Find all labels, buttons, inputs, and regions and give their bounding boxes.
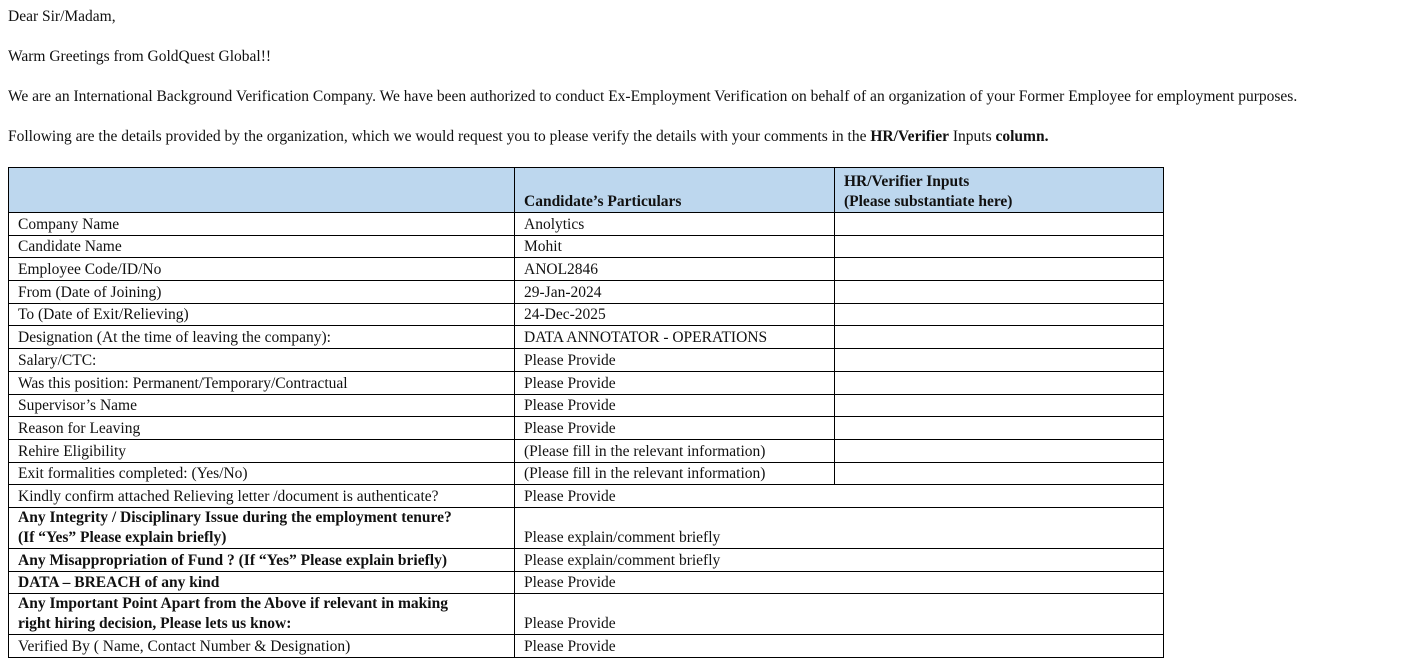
verifier-input-cell[interactable] — [835, 417, 1164, 440]
table-row — [9, 349, 1164, 372]
row-label: Any Misappropriation of Fund ? (If “Yes” Please explain briefly) — [9, 548, 515, 571]
table-row — [9, 635, 1164, 658]
table-row — [9, 235, 1164, 258]
row-label: From (Date of Joining) — [9, 281, 515, 304]
row-label-line1: Any Important Point Apart from the Above if relevant in making — [18, 595, 448, 613]
verifier-input-cell[interactable] — [835, 349, 1164, 372]
row-label: Supervisor’s Name — [9, 394, 515, 417]
row-value: 29-Jan-2024 — [515, 281, 835, 304]
row-label — [9, 507, 515, 548]
table-row — [9, 258, 1164, 281]
table-row — [9, 548, 1164, 571]
row-label: To (Date of Exit/Relieving) — [9, 303, 515, 326]
row-label: Candidate Name — [9, 235, 515, 258]
row-value: (Please fill in the relevant information) — [515, 439, 835, 462]
header-blank-cell — [9, 168, 515, 213]
verifier-input-cell[interactable] — [835, 394, 1164, 417]
row-label: Exit formalities completed: (Yes/No) — [9, 462, 515, 485]
request-text-a: Following are the details provided by the organization, which we would request you to please verify the details with your comments in the — [8, 128, 871, 145]
row-value: Please Provide — [515, 417, 835, 440]
row-value: Please explain/comment briefly — [515, 507, 1164, 548]
row-value: Please Provide — [515, 594, 1164, 635]
row-value: Please Provide — [515, 371, 835, 394]
request-text-inputs: Inputs — [948, 128, 996, 145]
table-row — [9, 507, 1164, 548]
verifier-input-cell[interactable] — [835, 439, 1164, 462]
table-row — [9, 594, 1164, 635]
row-label: Reason for Leaving — [9, 417, 515, 440]
table-row — [9, 371, 1164, 394]
header-substantiate-note: (Please substantiate here) — [844, 193, 1013, 210]
table-row — [9, 326, 1164, 349]
row-value: ANOL2846 — [515, 258, 835, 281]
verifier-input-cell[interactable] — [835, 371, 1164, 394]
row-label: Was this position: Permanent/Temporary/Contractual — [9, 371, 515, 394]
table-row — [9, 571, 1164, 594]
row-label — [9, 594, 515, 635]
row-value: Anolytics — [515, 213, 835, 236]
row-value: Mohit — [515, 235, 835, 258]
row-value: Please Provide — [515, 485, 1164, 508]
row-label-line2: (If “Yes” Please explain briefly) — [18, 528, 227, 546]
row-value: Please Provide — [515, 394, 835, 417]
verifier-input-cell[interactable] — [835, 258, 1164, 281]
row-label: Designation (At the time of leaving the company): — [9, 326, 515, 349]
row-label: Verified By ( Name, Contact Number & Designation) — [9, 635, 515, 658]
table-row — [9, 394, 1164, 417]
header-candidate-particulars: Candidate’s Particulars — [515, 168, 835, 213]
row-value: DATA ANNOTATOR - OPERATIONS — [515, 326, 835, 349]
row-label: DATA – BREACH of any kind — [9, 571, 515, 594]
row-value: 24-Dec-2025 — [515, 303, 835, 326]
verifier-input-cell[interactable] — [835, 462, 1164, 485]
header-hr-verifier-inputs — [835, 168, 1164, 213]
table-row — [9, 213, 1164, 236]
table-row — [9, 303, 1164, 326]
table-row — [9, 281, 1164, 304]
request-text — [8, 127, 1048, 147]
request-text-hr-verifier: HR/Verifier — [870, 128, 949, 145]
request-text-column: column. — [995, 128, 1049, 145]
verifier-input-cell[interactable] — [835, 213, 1164, 236]
table-row — [9, 485, 1164, 508]
row-label: Rehire Eligibility — [9, 439, 515, 462]
verifier-input-cell[interactable] — [835, 326, 1164, 349]
warm-greeting-text: Warm Greetings from GoldQuest Global!! — [8, 48, 272, 65]
row-value: (Please fill in the relevant information) — [515, 462, 835, 485]
row-label-line1: Any Integrity / Disciplinary Issue during the employment tenure? — [18, 508, 452, 526]
greeting-text: Dear Sir/Madam, — [8, 8, 116, 25]
row-label: Kindly confirm attached Relieving letter /document is authenticate? — [9, 485, 515, 508]
verification-table — [8, 167, 1164, 658]
table-row — [9, 462, 1164, 485]
row-label: Salary/CTC: — [9, 349, 515, 372]
row-value: Please Provide — [515, 349, 835, 372]
verifier-input-cell[interactable] — [835, 303, 1164, 326]
table-row — [9, 417, 1164, 440]
intro-text: We are an International Background Verification Company. We have been authorized to conduct Ex-Employment Verification on behalf of an organization of your Former Employee for employment purposes. — [8, 88, 1298, 105]
verifier-input-cell[interactable] — [835, 281, 1164, 304]
table-header-row — [9, 168, 1164, 213]
row-value: Please Provide — [515, 635, 1164, 658]
row-label-line2: right hiring decision, Please lets us know: — [18, 615, 292, 633]
row-label: Employee Code/ID/No — [9, 258, 515, 281]
verifier-input-cell[interactable] — [835, 235, 1164, 258]
row-value: Please explain/comment briefly — [515, 548, 1164, 571]
header-hr-verifier-title: HR/Verifier Inputs — [844, 173, 970, 190]
row-value: Please Provide — [515, 571, 1164, 594]
row-label: Company Name — [9, 213, 515, 236]
table-row — [9, 439, 1164, 462]
